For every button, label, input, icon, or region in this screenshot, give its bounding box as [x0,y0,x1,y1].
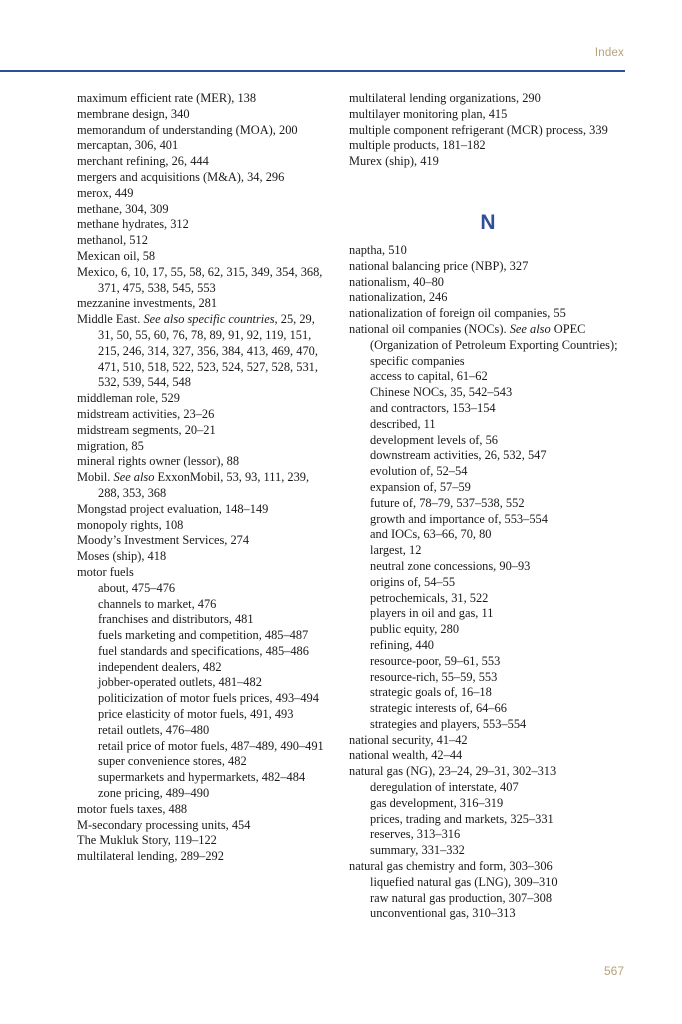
entry-text: midstream segments, 20–21 [77,422,216,437]
entry-text: motor fuels taxes, 488 [77,801,188,816]
see-also-reference: See also [113,470,155,485]
index-subentry [349,891,627,907]
entry-text: resource-rich, 55–59, 553 [370,669,498,684]
entry-text: retail price of motor fuels, 487–489, 490–491 [98,738,324,753]
index-entry [77,91,329,107]
entry-text: motor fuels [77,564,134,579]
index-subentry [349,464,627,480]
entry-text: prices, trading and markets, 325–331 [370,811,554,826]
entry-text: national balancing price (NBP), 327 [349,258,529,273]
running-head: Index [594,47,624,59]
entry-text: and IOCs, 63–66, 70, 80 [370,527,492,542]
index-list-m-continued [349,91,627,170]
entry-text: Mexican oil, 58 [77,248,156,263]
index-subentry [349,717,627,733]
index-subentry [349,638,627,654]
entry-text: natural gas chemistry and form, 303–306 [349,859,553,874]
entry-continuation: OPEC (Organization of Petroleum Exporting Countries); specific companies [370,321,618,368]
entry-text: fuel standards and specifications, 485–486 [98,643,309,658]
index-entry [77,233,329,249]
index-column-left [77,91,329,865]
entry-text: largest, 12 [370,543,422,558]
entry-text: expansion of, 57–59 [370,479,471,494]
entry-text: strategies and players, 553–554 [370,716,527,731]
entry-text: maximum efficient rate (MER), 138 [77,91,257,105]
index-entry [77,138,329,154]
entry-text: channels to market, 476 [98,596,217,611]
entry-text: merox, 449 [77,185,134,200]
index-entry [349,138,627,154]
index-subentry [77,581,329,597]
index-subentry [349,780,627,796]
index-entry [77,833,329,849]
index-subentry [349,685,627,701]
index-entry [77,518,329,534]
index-entry [77,186,329,202]
index-subentry [349,654,627,670]
index-subentry [77,612,329,628]
index-entry [77,502,329,518]
entry-text: methane, 304, 309 [77,201,169,216]
entry-text: evolution of, 52–54 [370,464,468,479]
section-letter: N [480,210,496,234]
index-subentry [349,606,627,622]
index-entry [349,91,627,107]
entry-text: multiple products, 181–182 [349,138,486,153]
index-subentry [77,754,329,770]
index-entry [77,217,329,233]
entry-text: Mongstad project evaluation, 148–149 [77,501,269,516]
index-list-n [349,243,627,922]
entry-text: mezzanine investments, 281 [77,296,218,311]
index-entry [77,265,329,297]
index-entry [349,123,627,139]
index-subentry [349,812,627,828]
index-subentry [349,496,627,512]
index-entry [77,107,329,123]
entry-continuation: , 25, 29, 31, 50, 55, 60, 76, 78, 89, 91, 92, 119, 151, 215, 246, 314, 327, 356, 384, 413, 469, 470, 471, 510, 518, 522, 523, 524, 527, 528, 531, 532, 539, 544, 548 [98,312,318,390]
entry-text: strategic interests of, 64–66 [370,701,507,716]
entry-text: mineral rights owner (lessor), 88 [77,454,240,469]
entry-text: nationalization, 246 [349,290,448,305]
entry-text: petrochemicals, 31, 522 [370,590,489,605]
entry-text: resource-poor, 59–61, 553 [370,653,501,668]
index-entry [349,733,627,749]
entry-text: deregulation of interstate, 407 [370,780,519,795]
index-subentry [349,417,627,433]
entry-text: future of, 78–79, 537–538, 552 [370,495,525,510]
entry-text: growth and importance of, 553–554 [370,511,548,526]
entry-text: national wealth, 42–44 [349,748,463,763]
entry-text: memorandum of understanding (MOA), 200 [77,122,298,137]
index-entry [349,154,627,170]
index-entry [77,802,329,818]
index-column-right [349,91,627,922]
index-entry [349,107,627,123]
index-entry [349,275,627,291]
entry-text: zone pricing, 489–490 [98,786,210,801]
index-subentry [349,512,627,528]
index-entry [349,859,627,875]
entry-text: multilayer monitoring plan, 415 [349,106,508,121]
index-entry [77,439,329,455]
entry-text: monopoly rights, 108 [77,517,184,532]
entry-text: summary, 331–332 [370,843,465,858]
entry-text: development levels of, 56 [370,432,499,447]
index-subentry [77,691,329,707]
index-subentry [349,875,627,891]
index-entry [349,764,627,780]
entry-text: multiple component refrigerant (MCR) process, 339 [349,122,608,137]
index-subentry [77,675,329,691]
entry-text: naptha, 510 [349,242,407,257]
index-subentry [349,843,627,859]
entry-text: retail outlets, 476–480 [98,722,210,737]
index-entry [77,296,329,312]
entry-text: independent dealers, 482 [98,659,222,674]
entry-text: Moody’s Investment Services, 274 [77,533,250,548]
index-subentry [349,543,627,559]
index-subentry [349,401,627,417]
index-subentry [77,660,329,676]
index-entry [77,202,329,218]
entry-text: merchant refining, 26, 444 [77,154,209,169]
index-entry [77,312,329,391]
entry-text: origins of, 54–55 [370,574,456,589]
entry-text: methane hydrates, 312 [77,217,189,232]
entry-text: price elasticity of motor fuels, 491, 493 [98,707,294,722]
entry-text: mercaptan, 306, 401 [77,138,179,153]
entry-text: middleman role, 529 [77,391,180,406]
header-rule [0,70,625,72]
index-entry [349,306,627,322]
index-entry [349,243,627,259]
entry-text: neutral zone concessions, 90–93 [370,558,531,573]
entry-text: The Mukluk Story, 119–122 [77,833,217,848]
entry-text: multilateral lending, 289–292 [77,849,224,864]
entry-text: nationalization of foreign oil companies, 55 [349,306,566,321]
entry-text: players in oil and gas, 11 [370,606,494,621]
index-entry [77,391,329,407]
index-entry [77,407,329,423]
entry-text: M-secondary processing units, 454 [77,817,251,832]
entry-text: public equity, 280 [370,622,460,637]
index-subentry [349,527,627,543]
index-entry [77,454,329,470]
entry-text: unconventional gas, 310–313 [370,906,516,921]
index-entry [349,290,627,306]
entry-text: downstream activities, 26, 532, 547 [370,448,547,463]
entry-continuation: ExxonMobil, 53, 93, 111, 239, 288, 353, 368 [98,470,310,500]
index-subentry [349,827,627,843]
entry-text: migration, 85 [77,438,144,453]
index-subentry [349,575,627,591]
entry-text: Mobil. [77,470,111,485]
index-subentry [77,597,329,613]
entry-text: Murex (ship), 419 [349,154,439,169]
index-subentry [349,433,627,449]
index-entry [77,170,329,186]
entry-text: midstream activities, 23–26 [77,406,215,421]
index-entry [77,123,329,139]
entry-text: and contractors, 153–154 [370,400,496,415]
index-entry [77,470,329,502]
index-entry [77,533,329,549]
index-subentry [349,385,627,401]
entry-text: strategic goals of, 16–18 [370,685,492,700]
entry-text: Chinese NOCs, 35, 542–543 [370,385,513,400]
index-subentry [349,622,627,638]
entry-text: Moses (ship), 418 [77,549,167,564]
entry-text: nationalism, 40–80 [349,274,444,289]
index-subentry [349,906,627,922]
index-subentry [349,670,627,686]
entry-text: super convenience stores, 482 [98,754,247,769]
entry-text: Middle East. [77,312,141,327]
entry-text: gas development, 316–319 [370,795,504,810]
index-entry [77,549,329,565]
index-entry [349,748,627,764]
index-subentry [349,448,627,464]
entry-text: about, 475–476 [98,580,176,595]
index-entry [77,849,329,865]
entry-text: politicization of motor fuels prices, 493–494 [98,691,319,706]
index-subentry [77,707,329,723]
entry-text: fuels marketing and competition, 485–487 [98,628,309,643]
see-also-reference: See also specific countries [143,312,275,327]
page-number: 567 [603,964,624,978]
entry-text: national oil companies (NOCs). [349,321,507,336]
entry-text: described, 11 [370,416,436,431]
index-entry [349,322,627,369]
index-entry [77,565,329,581]
index-subentry [77,739,329,755]
entry-text: franchises and distributors, 481 [98,612,254,627]
entry-text: multilateral lending organizations, 290 [349,91,541,105]
entry-text: refining, 440 [370,637,435,652]
index-subentry [77,723,329,739]
index-entry [77,818,329,834]
index-entry [77,423,329,439]
index-subentry [349,591,627,607]
index-subentry [77,786,329,802]
entry-text: raw natural gas production, 307–308 [370,890,553,905]
entry-text: reserves, 313–316 [370,827,461,842]
entry-text: Mexico, 6, 10, 17, 55, 58, 62, 315, 349, 354, 368, 371, 475, 538, 545, 553 [77,264,323,295]
entry-text: membrane design, 340 [77,106,190,121]
entry-text: natural gas (NG), 23–24, 29–31, 302–313 [349,764,557,779]
index-entry [77,249,329,265]
entry-text: mergers and acquisitions (M&A), 34, 296 [77,169,285,184]
entry-text: methanol, 512 [77,233,148,248]
index-subentry [349,369,627,385]
index-subentry [77,644,329,660]
see-also-reference: See also [509,321,551,336]
index-subentry [349,559,627,575]
index-subentry [349,701,627,717]
index-subentry [349,480,627,496]
entry-text: liquefied natural gas (LNG), 309–310 [370,874,558,889]
index-subentry [77,628,329,644]
index-entry [77,154,329,170]
entry-text: national security, 41–42 [349,732,468,747]
entry-text: supermarkets and hypermarkets, 482–484 [98,770,306,785]
index-subentry [349,796,627,812]
index-entry [349,259,627,275]
entry-text: jobber-operated outlets, 481–482 [98,675,262,690]
index-subentry [77,770,329,786]
entry-text: access to capital, 61–62 [370,369,488,384]
